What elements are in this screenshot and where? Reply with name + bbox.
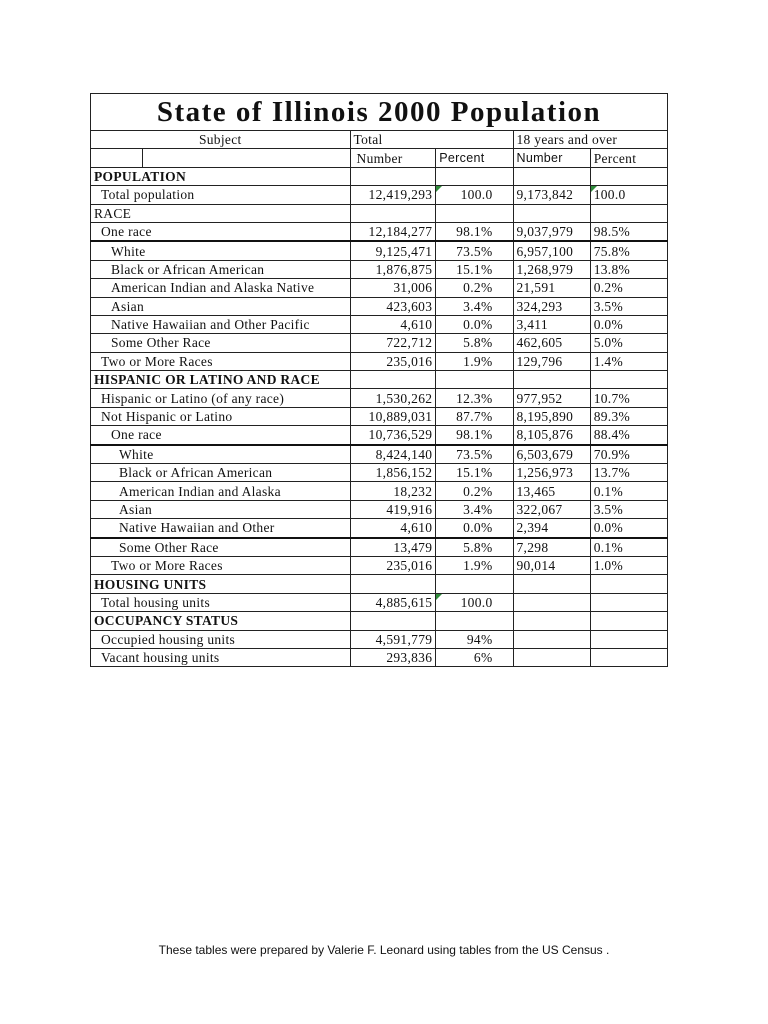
adults-percent-cell <box>590 371 667 389</box>
total-percent-cell: 73.5% <box>436 241 513 260</box>
adults-number-cell <box>513 612 590 630</box>
adults-number-cell <box>513 167 590 185</box>
adults-percent-cell <box>590 204 667 222</box>
table-row <box>91 315 668 333</box>
row-label: Hispanic or Latino (of any race) <box>91 389 351 407</box>
adults-number-cell: 9,037,979 <box>513 222 590 241</box>
header-row-1 <box>91 131 668 149</box>
adults-percent-cell: 0.0% <box>590 315 667 333</box>
row-label: Native Hawaiian and Other Pacific <box>91 315 351 333</box>
row-label: Two or More Races <box>91 352 351 370</box>
adults-number-cell: 21,591 <box>513 279 590 297</box>
row-label: Total population <box>91 186 351 204</box>
total-percent-header: Percent <box>436 149 513 167</box>
adults-number-cell: 1,268,979 <box>513 260 590 278</box>
table-row <box>91 334 668 352</box>
total-number-cell: 1,856,152 <box>350 464 436 482</box>
subject-header: Subject <box>91 131 351 149</box>
total-percent-cell: 100.0 <box>436 593 513 611</box>
total-percent-cell: 100.0 <box>436 186 513 204</box>
row-label: HOUSING UNITS <box>91 575 351 593</box>
row-label: American Indian and Alaska Native <box>91 279 351 297</box>
adults-percent-cell: 0.0% <box>590 519 667 538</box>
total-percent-cell: 0.0% <box>436 315 513 333</box>
total-percent-cell <box>436 371 513 389</box>
adults-percent-cell <box>590 612 667 630</box>
total-number-header: Number <box>350 149 436 167</box>
adults-percent-cell: 70.9% <box>590 445 667 464</box>
adults-percent-cell: 0.2% <box>590 279 667 297</box>
table-row <box>91 389 668 407</box>
total-number-cell: 18,232 <box>350 482 436 500</box>
adults-percent-cell: 0.1% <box>590 482 667 500</box>
total-number-cell: 423,603 <box>350 297 436 315</box>
total-number-cell: 13,479 <box>350 538 436 557</box>
population-table <box>90 93 668 667</box>
row-label: American Indian and Alaska <box>91 482 351 500</box>
adults-number-cell: 8,195,890 <box>513 407 590 425</box>
adults-number-cell: 90,014 <box>513 556 590 574</box>
total-percent-cell <box>436 167 513 185</box>
table-row <box>91 371 668 389</box>
total-number-cell: 1,530,262 <box>350 389 436 407</box>
row-label: One race <box>91 426 351 445</box>
total-number-cell: 293,836 <box>350 648 436 666</box>
adults-number-cell: 462,605 <box>513 334 590 352</box>
header-row-2 <box>91 149 668 167</box>
total-number-cell: 235,016 <box>350 352 436 370</box>
row-label: HISPANIC OR LATINO AND RACE <box>91 371 351 389</box>
adults-number-cell: 6,957,100 <box>513 241 590 260</box>
total-percent-cell: 1.9% <box>436 352 513 370</box>
total-percent-cell <box>436 575 513 593</box>
adults-number-cell: 2,394 <box>513 519 590 538</box>
table-row <box>91 279 668 297</box>
adults-number-cell <box>513 204 590 222</box>
row-label: Asian <box>91 297 351 315</box>
population-sheet <box>90 93 668 667</box>
row-label: Not Hispanic or Latino <box>91 407 351 425</box>
total-percent-cell: 15.1% <box>436 464 513 482</box>
table-row <box>91 575 668 593</box>
table-row <box>91 186 668 204</box>
total-percent-cell: 98.1% <box>436 426 513 445</box>
table-row <box>91 222 668 241</box>
adults-number-header: Number <box>513 149 590 167</box>
table-row <box>91 352 668 370</box>
total-number-cell: 8,424,140 <box>350 445 436 464</box>
adults-percent-cell: 88.4% <box>590 426 667 445</box>
adults-number-cell <box>513 593 590 611</box>
adults-percent-cell: 1.4% <box>590 352 667 370</box>
total-percent-cell: 5.8% <box>436 538 513 557</box>
adults-number-cell: 9,173,842 <box>513 186 590 204</box>
total-number-cell: 4,885,615 <box>350 593 436 611</box>
total-number-cell <box>350 612 436 630</box>
subject-subheader <box>91 149 351 167</box>
total-percent-cell <box>436 612 513 630</box>
total-number-cell: 10,736,529 <box>350 426 436 445</box>
adults-number-cell: 977,952 <box>513 389 590 407</box>
adults-percent-cell: 75.8% <box>590 241 667 260</box>
table-row <box>91 260 668 278</box>
adults-number-cell: 3,411 <box>513 315 590 333</box>
adults-percent-cell: 1.0% <box>590 556 667 574</box>
row-label: One race <box>91 222 351 241</box>
adults-number-cell: 7,298 <box>513 538 590 557</box>
total-number-cell: 4,591,779 <box>350 630 436 648</box>
row-label: Native Hawaiian and Other <box>91 519 351 538</box>
page-title: State of Illinois 2000 Population <box>91 94 668 131</box>
total-percent-cell: 94% <box>436 630 513 648</box>
adults-header: 18 years and over <box>513 131 668 149</box>
adults-percent-cell: 3.5% <box>590 297 667 315</box>
table-row <box>91 407 668 425</box>
row-label: Asian <box>91 500 351 518</box>
adults-number-cell <box>513 371 590 389</box>
row-label: White <box>91 241 351 260</box>
adults-percent-cell: 13.8% <box>590 260 667 278</box>
total-percent-cell: 5.8% <box>436 334 513 352</box>
adults-percent-cell <box>590 593 667 611</box>
row-label: Vacant housing units <box>91 648 351 666</box>
table-row <box>91 538 668 557</box>
table-row <box>91 519 668 538</box>
row-label: Occupied housing units <box>91 630 351 648</box>
total-percent-cell: 0.0% <box>436 519 513 538</box>
adults-number-cell: 1,256,973 <box>513 464 590 482</box>
total-percent-cell: 3.4% <box>436 297 513 315</box>
adults-percent-cell: 5.0% <box>590 334 667 352</box>
total-number-cell <box>350 204 436 222</box>
adults-number-cell: 324,293 <box>513 297 590 315</box>
total-number-cell: 10,889,031 <box>350 407 436 425</box>
adults-number-cell: 129,796 <box>513 352 590 370</box>
row-label: Some Other Race <box>91 538 351 557</box>
adults-number-cell <box>513 648 590 666</box>
total-number-cell: 4,610 <box>350 315 436 333</box>
total-percent-cell: 0.2% <box>436 482 513 500</box>
row-label: POPULATION <box>91 167 351 185</box>
adults-number-cell: 6,503,679 <box>513 445 590 464</box>
row-label: Black or African American <box>91 464 351 482</box>
row-label: Some Other Race <box>91 334 351 352</box>
adults-percent-cell <box>590 167 667 185</box>
total-percent-cell: 15.1% <box>436 260 513 278</box>
footer-note: These tables were prepared by Valerie F. Leonard using tables from the US Census . <box>158 943 610 957</box>
total-percent-cell: 3.4% <box>436 500 513 518</box>
table-row <box>91 648 668 666</box>
table-row <box>91 612 668 630</box>
table-row <box>91 500 668 518</box>
adults-number-cell <box>513 630 590 648</box>
table-row <box>91 482 668 500</box>
table-row <box>91 630 668 648</box>
row-label: RACE <box>91 204 351 222</box>
total-percent-cell: 0.2% <box>436 279 513 297</box>
total-percent-cell <box>436 204 513 222</box>
total-number-cell <box>350 575 436 593</box>
total-percent-cell: 1.9% <box>436 556 513 574</box>
table-row <box>91 297 668 315</box>
adults-percent-cell <box>590 630 667 648</box>
total-header: Total <box>350 131 513 149</box>
row-label: White <box>91 445 351 464</box>
total-number-cell: 9,125,471 <box>350 241 436 260</box>
total-number-cell: 235,016 <box>350 556 436 574</box>
total-number-cell: 31,006 <box>350 279 436 297</box>
total-number-cell: 1,876,875 <box>350 260 436 278</box>
total-percent-cell: 73.5% <box>436 445 513 464</box>
adults-number-cell <box>513 575 590 593</box>
adults-percent-cell: 10.7% <box>590 389 667 407</box>
row-label: Total housing units <box>91 593 351 611</box>
title-row <box>91 94 668 131</box>
adults-percent-cell: 98.5% <box>590 222 667 241</box>
adults-number-cell: 8,105,876 <box>513 426 590 445</box>
row-label: Two or More Races <box>91 556 351 574</box>
adults-percent-cell: 13.7% <box>590 464 667 482</box>
total-number-cell: 12,419,293 <box>350 186 436 204</box>
table-row <box>91 464 668 482</box>
adults-percent-cell: 3.5% <box>590 500 667 518</box>
row-label: Black or African American <box>91 260 351 278</box>
table-row <box>91 593 668 611</box>
adults-percent-cell: 0.1% <box>590 538 667 557</box>
total-percent-cell: 12.3% <box>436 389 513 407</box>
total-percent-cell: 98.1% <box>436 222 513 241</box>
adults-percent-cell <box>590 648 667 666</box>
total-number-cell: 722,712 <box>350 334 436 352</box>
total-number-cell: 419,916 <box>350 500 436 518</box>
table-row <box>91 556 668 574</box>
table-row <box>91 241 668 260</box>
total-number-cell <box>350 371 436 389</box>
row-label: OCCUPANCY STATUS <box>91 612 351 630</box>
table-row <box>91 426 668 445</box>
adults-percent-header: Percent <box>590 149 667 167</box>
total-number-cell <box>350 167 436 185</box>
total-number-cell: 12,184,277 <box>350 222 436 241</box>
adults-percent-cell: 100.0 <box>590 186 667 204</box>
total-number-cell: 4,610 <box>350 519 436 538</box>
adults-percent-cell: 89.3% <box>590 407 667 425</box>
adults-number-cell: 322,067 <box>513 500 590 518</box>
table-row <box>91 445 668 464</box>
table-row <box>91 204 668 222</box>
adults-number-cell: 13,465 <box>513 482 590 500</box>
adults-percent-cell <box>590 575 667 593</box>
table-row <box>91 167 668 185</box>
total-percent-cell: 6% <box>436 648 513 666</box>
total-percent-cell: 87.7% <box>436 407 513 425</box>
